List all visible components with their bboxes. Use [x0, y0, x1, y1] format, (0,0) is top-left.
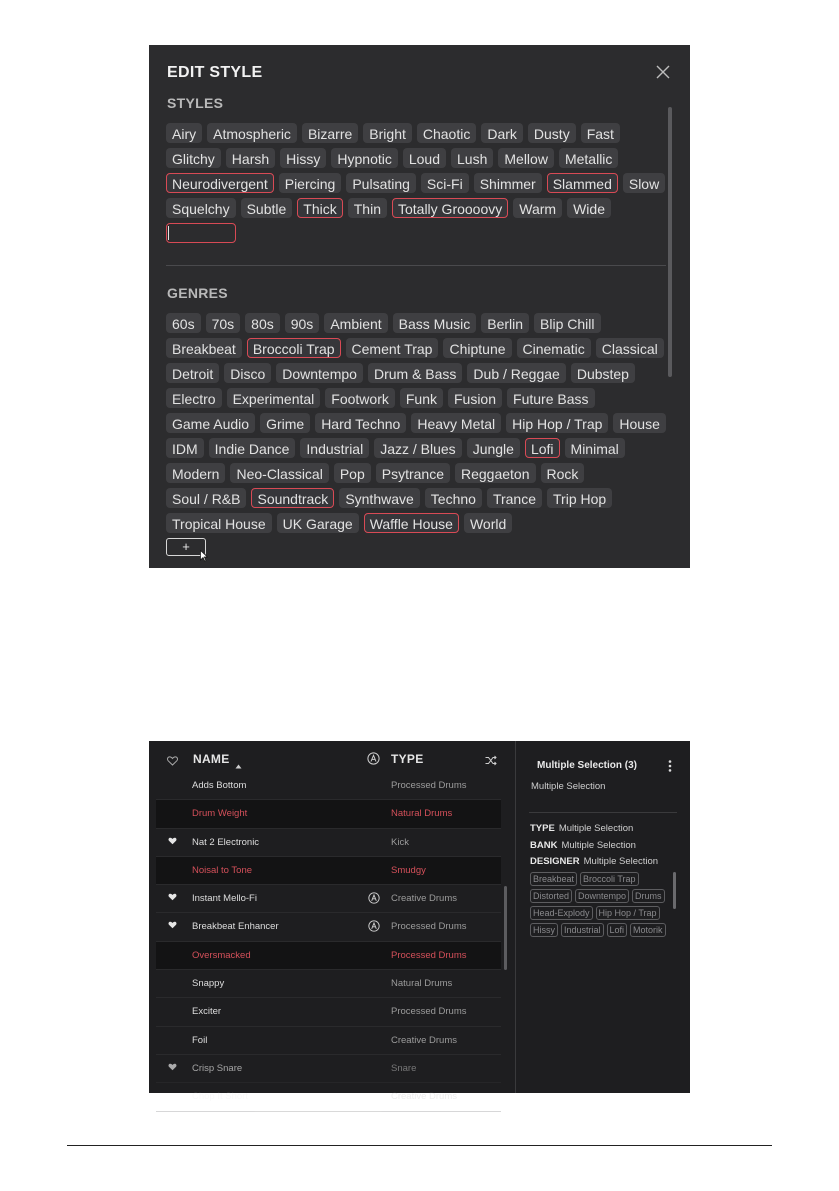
style-tag-slammed[interactable]: Slammed	[547, 173, 618, 193]
genre-tag-90s[interactable]: 90s	[285, 313, 320, 333]
preset-row[interactable]	[156, 970, 501, 998]
style-tag-hissy[interactable]: Hissy	[280, 148, 326, 168]
preset-name: Crisp Snare	[192, 1062, 243, 1074]
style-tag-atmospheric[interactable]: Atmospheric	[207, 123, 297, 143]
style-tag-sci-fi[interactable]: Sci-Fi	[421, 173, 469, 193]
style-tag-harsh[interactable]: Harsh	[226, 148, 275, 168]
preset-name: Chop It Short	[192, 1091, 248, 1103]
style-tag-pulsating[interactable]: Pulsating	[346, 173, 416, 193]
style-tag-thick[interactable]: Thick	[297, 198, 342, 218]
preset-row[interactable]	[156, 1083, 501, 1111]
genre-tag-broccoli-trap[interactable]: Broccoli Trap	[247, 338, 341, 358]
preset-row[interactable]	[156, 772, 501, 800]
genre-tag-breakbeat[interactable]: Breakbeat	[166, 338, 242, 358]
preset-name: Breakbeat Enhancer	[192, 921, 279, 933]
section-divider	[166, 265, 666, 266]
style-tag-totally-groooovy[interactable]: Totally Groooovy	[392, 198, 508, 218]
genre-tag-jungle[interactable]: Jungle	[467, 438, 520, 458]
preset-row[interactable]	[156, 913, 501, 941]
style-tag-thin[interactable]: Thin	[348, 198, 387, 218]
selection-tag-downtempo: Downtempo	[575, 889, 629, 903]
genre-tag-industrial[interactable]: Industrial	[300, 438, 369, 458]
preset-type: Creative Drums	[391, 1034, 457, 1046]
preset-row[interactable]	[156, 1027, 501, 1055]
preset-row[interactable]	[156, 885, 501, 913]
heart-icon[interactable]	[168, 893, 177, 904]
genre-tag-chiptune[interactable]: Chiptune	[443, 338, 511, 358]
style-tag-loud[interactable]: Loud	[403, 148, 446, 168]
styles-tag-list	[166, 123, 666, 243]
preset-type: Smudgy	[391, 864, 426, 876]
genre-tag-downtempo[interactable]: Downtempo	[276, 363, 363, 383]
genre-tag-game-audio[interactable]: Game Audio	[166, 413, 255, 433]
genre-tag-soul-r-b[interactable]: Soul / R&B	[166, 488, 246, 508]
bank-value: Multiple Selection	[561, 840, 636, 851]
preset-list	[156, 772, 501, 1112]
genre-tag-footwork[interactable]: Footwork	[325, 388, 395, 408]
bank-info	[530, 840, 636, 851]
genre-tag-jazz-blues[interactable]: Jazz / Blues	[374, 438, 461, 458]
style-tag-piercing[interactable]: Piercing	[279, 173, 342, 193]
genre-tag-cinematic[interactable]: Cinematic	[517, 338, 591, 358]
type-value: Multiple Selection	[558, 823, 634, 834]
genre-tag-classical[interactable]: Classical	[596, 338, 664, 358]
preset-type: Processed Drums	[391, 780, 467, 791]
style-tag-bright[interactable]: Bright	[363, 123, 412, 143]
preset-name: Foil	[192, 1034, 208, 1046]
heart-icon[interactable]	[168, 1063, 177, 1074]
style-tag-warm[interactable]: Warm	[513, 198, 562, 218]
genre-tag-rock[interactable]: Rock	[541, 463, 585, 483]
style-tag-chaotic[interactable]: Chaotic	[417, 123, 476, 143]
heart-header-icon[interactable]	[167, 753, 178, 771]
preset-row[interactable]	[156, 942, 501, 970]
preset-type: Creative Drums	[391, 1091, 457, 1103]
selection-tag-industrial: Industrial	[561, 923, 604, 937]
style-tag-mellow[interactable]: Mellow	[498, 148, 554, 168]
type-key: TYPE	[530, 823, 555, 834]
selection-tag-drums: Drums	[632, 889, 665, 903]
mouse-cursor-icon	[200, 549, 208, 567]
styles-heading: STYLES	[167, 95, 224, 111]
genre-tag-idm[interactable]: IDM	[166, 438, 204, 458]
genre-tag-experimental[interactable]: Experimental	[227, 388, 321, 408]
arturia-logo-icon	[368, 920, 380, 935]
selection-tag-head-explody: Head-Explody	[530, 906, 593, 920]
type-info	[530, 823, 633, 834]
genre-tag-minimal[interactable]: Minimal	[565, 438, 625, 458]
preset-list-scrollbar[interactable]	[504, 886, 507, 970]
arturia-logo-icon	[368, 892, 380, 907]
genre-tag-80s[interactable]: 80s	[245, 313, 280, 333]
new-style-input[interactable]	[166, 223, 236, 243]
style-tag-dusty[interactable]: Dusty	[528, 123, 576, 143]
genre-tag-modern[interactable]: Modern	[166, 463, 225, 483]
shuffle-icon[interactable]	[485, 753, 497, 771]
preset-name: Oversmacked	[192, 949, 251, 961]
genre-tag-bass-music[interactable]: Bass Music	[393, 313, 477, 333]
arturia-logo-icon[interactable]	[367, 752, 380, 770]
preset-type: Processed Drums	[391, 1006, 467, 1018]
style-tag-squelchy[interactable]: Squelchy	[166, 198, 236, 218]
genre-tag-lofi[interactable]: Lofi	[525, 438, 560, 458]
genre-tag-tropical-house[interactable]: Tropical House	[166, 513, 272, 533]
bank-key: BANK	[530, 840, 558, 851]
style-tag-lush[interactable]: Lush	[451, 148, 493, 168]
selection-tag-lofi: Lofi	[607, 923, 628, 937]
preset-type: Kick	[391, 836, 409, 848]
dialog-title: EDIT STYLE	[167, 64, 263, 81]
genre-tag-psytrance[interactable]: Psytrance	[376, 463, 450, 483]
style-tag-slow[interactable]: Slow	[623, 173, 665, 193]
genre-tag-hard-techno[interactable]: Hard Techno	[315, 413, 406, 433]
style-tag-glitchy[interactable]: Glitchy	[166, 148, 221, 168]
dialog-scrollbar[interactable]	[668, 107, 672, 377]
selection-title: Multiple Selection (3)	[537, 760, 638, 771]
style-tag-shimmer[interactable]: Shimmer	[474, 173, 542, 193]
style-tag-dark[interactable]: Dark	[481, 123, 523, 143]
style-tag-metallic[interactable]: Metallic	[559, 148, 618, 168]
style-tag-airy[interactable]: Airy	[166, 123, 202, 143]
genre-tag-berlin[interactable]: Berlin	[481, 313, 529, 333]
genre-tag-dub-reggae[interactable]: Dub / Reggae	[467, 363, 565, 383]
preset-type: Snare	[391, 1062, 417, 1074]
selection-subtitle: Multiple Selection	[531, 781, 606, 792]
style-tag-fast[interactable]: Fast	[581, 123, 620, 143]
designer-value: Multiple Selection	[583, 856, 659, 867]
preset-row[interactable]	[156, 800, 501, 828]
selection-tag-broccoli-trap: Broccoli Trap	[580, 872, 639, 886]
genre-tag-trance[interactable]: Trance	[487, 488, 542, 508]
type-column-header[interactable]: TYPE	[391, 752, 424, 766]
more-options-icon[interactable]	[668, 759, 672, 777]
preset-name: Adds Bottom	[192, 780, 247, 791]
genre-tag-60s[interactable]: 60s	[166, 313, 201, 333]
genre-tag-funk[interactable]: Funk	[400, 388, 443, 408]
designer-info	[530, 856, 658, 867]
genre-tag-synthwave[interactable]: Synthwave	[339, 488, 419, 508]
selection-tag-breakbeat: Breakbeat	[530, 872, 577, 886]
selection-tag-list	[530, 872, 670, 937]
preset-type: Creative Drums	[391, 893, 457, 905]
preset-type: Processed Drums	[391, 949, 467, 961]
genre-tag-hip-hop-trap[interactable]: Hip Hop / Trap	[506, 413, 608, 433]
preset-name: Instant Mello-Fi	[192, 893, 257, 905]
genres-heading: GENRES	[167, 285, 228, 301]
genre-tag-grime[interactable]: Grime	[260, 413, 310, 433]
genre-tag-indie-dance[interactable]: Indie Dance	[209, 438, 296, 458]
preset-name: Snappy	[192, 978, 225, 990]
genre-tag-reggaeton[interactable]: Reggaeton	[455, 463, 536, 483]
preset-row[interactable]	[156, 829, 501, 857]
genre-tag-soundtrack[interactable]: Soundtrack	[251, 488, 334, 508]
page-footer-rule	[67, 1145, 772, 1146]
side-divider	[529, 812, 677, 813]
selection-tag-motorik: Motorik	[630, 923, 666, 937]
genre-tag-electro[interactable]: Electro	[166, 388, 222, 408]
preset-type: Natural Drums	[391, 808, 453, 820]
style-tag-wide[interactable]: Wide	[567, 198, 611, 218]
genre-tag-pop[interactable]: Pop	[334, 463, 371, 483]
genre-tag-neo-classical[interactable]: Neo-Classical	[230, 463, 328, 483]
style-tag-neurodivergent[interactable]: Neurodivergent	[166, 173, 274, 193]
genre-tag-techno[interactable]: Techno	[425, 488, 482, 508]
genre-tag-uk-garage[interactable]: UK Garage	[277, 513, 359, 533]
genre-tag-detroit[interactable]: Detroit	[166, 363, 219, 383]
preset-row[interactable]	[156, 857, 501, 885]
genre-tag-70s[interactable]: 70s	[206, 313, 241, 333]
preset-type: Natural Drums	[391, 978, 453, 990]
preset-name: Drum Weight	[192, 808, 248, 820]
genre-tag-trip-hop[interactable]: Trip Hop	[547, 488, 612, 508]
preset-browser	[149, 741, 690, 1103]
add-genre-button[interactable]: +	[166, 538, 206, 556]
genre-tag-drum-bass[interactable]: Drum & Bass	[368, 363, 462, 383]
panel-separator	[515, 741, 516, 1093]
genres-tag-list	[166, 313, 666, 533]
selection-tag-hissy: Hissy	[530, 923, 558, 937]
preset-type: Processed Drums	[391, 921, 467, 933]
genre-tag-waffle-house[interactable]: Waffle House	[364, 513, 459, 533]
style-tag-bizarre[interactable]: Bizarre	[302, 123, 358, 143]
selection-tag-hip-hop-trap: Hip Hop / Trap	[596, 906, 660, 920]
genre-tag-dubstep[interactable]: Dubstep	[571, 363, 635, 383]
genre-tag-blip-chill[interactable]: Blip Chill	[534, 313, 600, 333]
genre-tag-house[interactable]: House	[613, 413, 665, 433]
heart-icon[interactable]	[168, 837, 177, 848]
genre-tag-disco[interactable]: Disco	[224, 363, 271, 383]
preset-row[interactable]	[156, 1055, 501, 1083]
heart-icon[interactable]	[168, 921, 177, 932]
preset-name: Nat 2 Electronic	[192, 836, 260, 848]
preset-row[interactable]	[156, 998, 501, 1026]
genre-tag-ambient[interactable]: Ambient	[324, 313, 387, 333]
preset-name: Noisal to Tone	[192, 864, 253, 876]
style-tag-subtle[interactable]: Subtle	[241, 198, 293, 218]
edit-style-dialog	[149, 45, 690, 568]
genre-tag-cement-trap[interactable]: Cement Trap	[346, 338, 439, 358]
designer-key: DESIGNER	[530, 856, 580, 867]
genre-tag-world[interactable]: World	[464, 513, 512, 533]
genre-tag-future-bass[interactable]: Future Bass	[507, 388, 594, 408]
style-tag-hypnotic[interactable]: Hypnotic	[331, 148, 397, 168]
genre-tag-fusion[interactable]: Fusion	[448, 388, 502, 408]
side-scrollbar[interactable]	[673, 872, 676, 909]
preset-name: Exciter	[192, 1006, 222, 1018]
selection-tag-distorted: Distorted	[530, 889, 572, 903]
close-icon[interactable]	[656, 65, 670, 79]
name-column-header[interactable]: NAME	[193, 752, 230, 766]
genre-tag-heavy-metal[interactable]: Heavy Metal	[411, 413, 501, 433]
